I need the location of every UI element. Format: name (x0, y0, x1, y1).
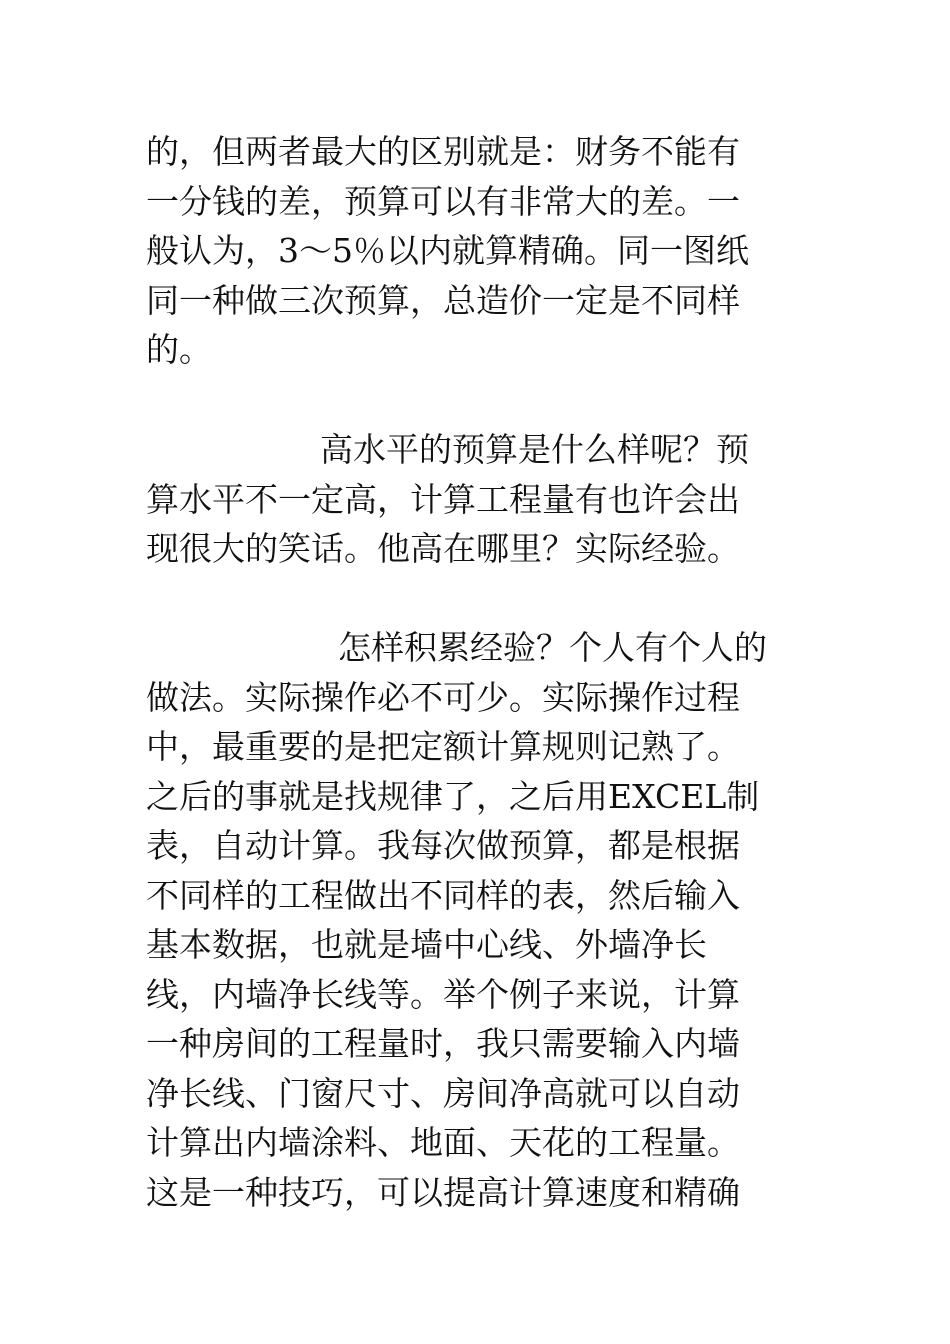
text-line: 表，自动计算。我每次做预算，都是根据 (146, 826, 740, 865)
text-line: 的，但两者最大的区别就是：财务不能有 (146, 132, 740, 171)
paragraph-accumulate-experience (146, 623, 806, 1217)
text-line: 同一种做三次预算，总造价一定是不同样 (146, 280, 740, 320)
text-line: 之后的事就是找规律了，之后用EXCEL制 (146, 776, 760, 816)
text-line: 怎样积累经验？个人有个人的 (338, 628, 767, 667)
text-line: 计算出内墙涂料、地面、天花的工程量。 (146, 1123, 740, 1162)
text-line: 线，内墙净长线等。举个例子来说，计算 (146, 974, 740, 1014)
text-line: 一种房间的工程量时，我只需要输入内墙 (146, 1024, 740, 1063)
text-line: 算水平不一定高，计算工程量有也许会出 (146, 479, 740, 519)
text-line: 的。 (146, 330, 212, 369)
text-line: 基本数据，也就是墙中心线、外墙净长 (146, 925, 707, 964)
text-line: 中，最重要的是把定额计算规则记熟了。 (146, 727, 740, 766)
text-line: 现很大的笑话。他高在哪里？实际经验。 (146, 529, 740, 568)
text-line: 做法。实际操作必不可少。实际操作过程 (146, 677, 740, 717)
text-line: 不同样的工程做出不同样的表，然后输入 (146, 875, 740, 915)
text-line: 这是一种技巧，可以提高计算速度和精确 (146, 1172, 740, 1212)
paragraph-budget-accuracy (146, 127, 806, 375)
text-line: 净长线、门窗尺寸、房间净高就可以自动 (146, 1073, 740, 1113)
paragraph-high-level-budget (146, 425, 806, 574)
text-line: 般认为，3～5％以内就算精确。同一图纸 (146, 231, 749, 270)
text-line: 高水平的预算是什么样呢？预 (320, 430, 749, 469)
text-line: 一分钱的差，预算可以有非常大的差。一 (146, 181, 740, 221)
